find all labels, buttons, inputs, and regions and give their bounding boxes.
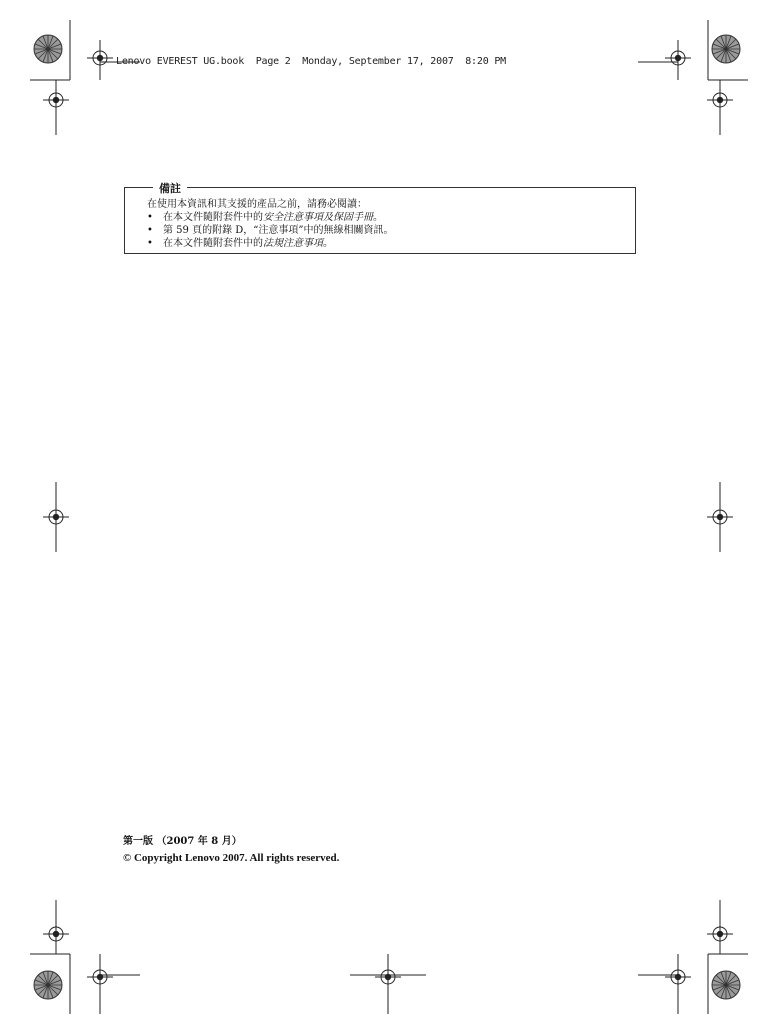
registration-mark-icon [87,45,113,71]
color-wheel-icon [34,35,62,63]
color-wheel-icon [34,971,62,999]
color-wheel-icon [712,971,740,999]
registration-mark-icon [43,921,69,947]
edition-line: 第一版 （2007 年 8 月） [123,836,242,847]
list-item: • 在本文件隨附套件中的安全注意事項及保固手冊。 [147,211,627,224]
registration-mark-icon [707,87,733,113]
document-title-reference: 法規注意事項 [263,238,323,249]
list-item: • 第 59 頁的附錄 D，“注意事項”中的無線相關資訊。 [147,224,627,237]
notice-box [124,182,636,254]
crop-mark-icon [30,20,748,1014]
notice-intro: 在使用本資訊和其支援的產品之前，請務必閱讀： [147,199,367,210]
registration-mark-icon [43,504,69,530]
color-wheel-icon [712,35,740,63]
registration-mark-icon [707,504,733,530]
list-item: • 在本文件隨附套件中的法規注意事項。 [147,237,627,250]
copyright-line: © Copyright Lenovo 2007. All rights reserved. [123,852,340,864]
registration-mark-icon [707,921,733,947]
crop-header-line: Lenovo EVEREST UG.book Page 2 Monday, September 17, 2007 8:20 PM [116,56,506,67]
notice-title: 備註 [153,180,187,196]
document-title-reference: 安全注意事項及保固手冊 [263,212,373,223]
registration-mark-icon [665,964,691,990]
notice-list [147,211,627,250]
registration-mark-icon [665,45,691,71]
notice-body [147,198,627,250]
registration-mark-icon [375,964,401,990]
registration-mark-icon [87,964,113,990]
registration-mark-icon [43,87,69,113]
